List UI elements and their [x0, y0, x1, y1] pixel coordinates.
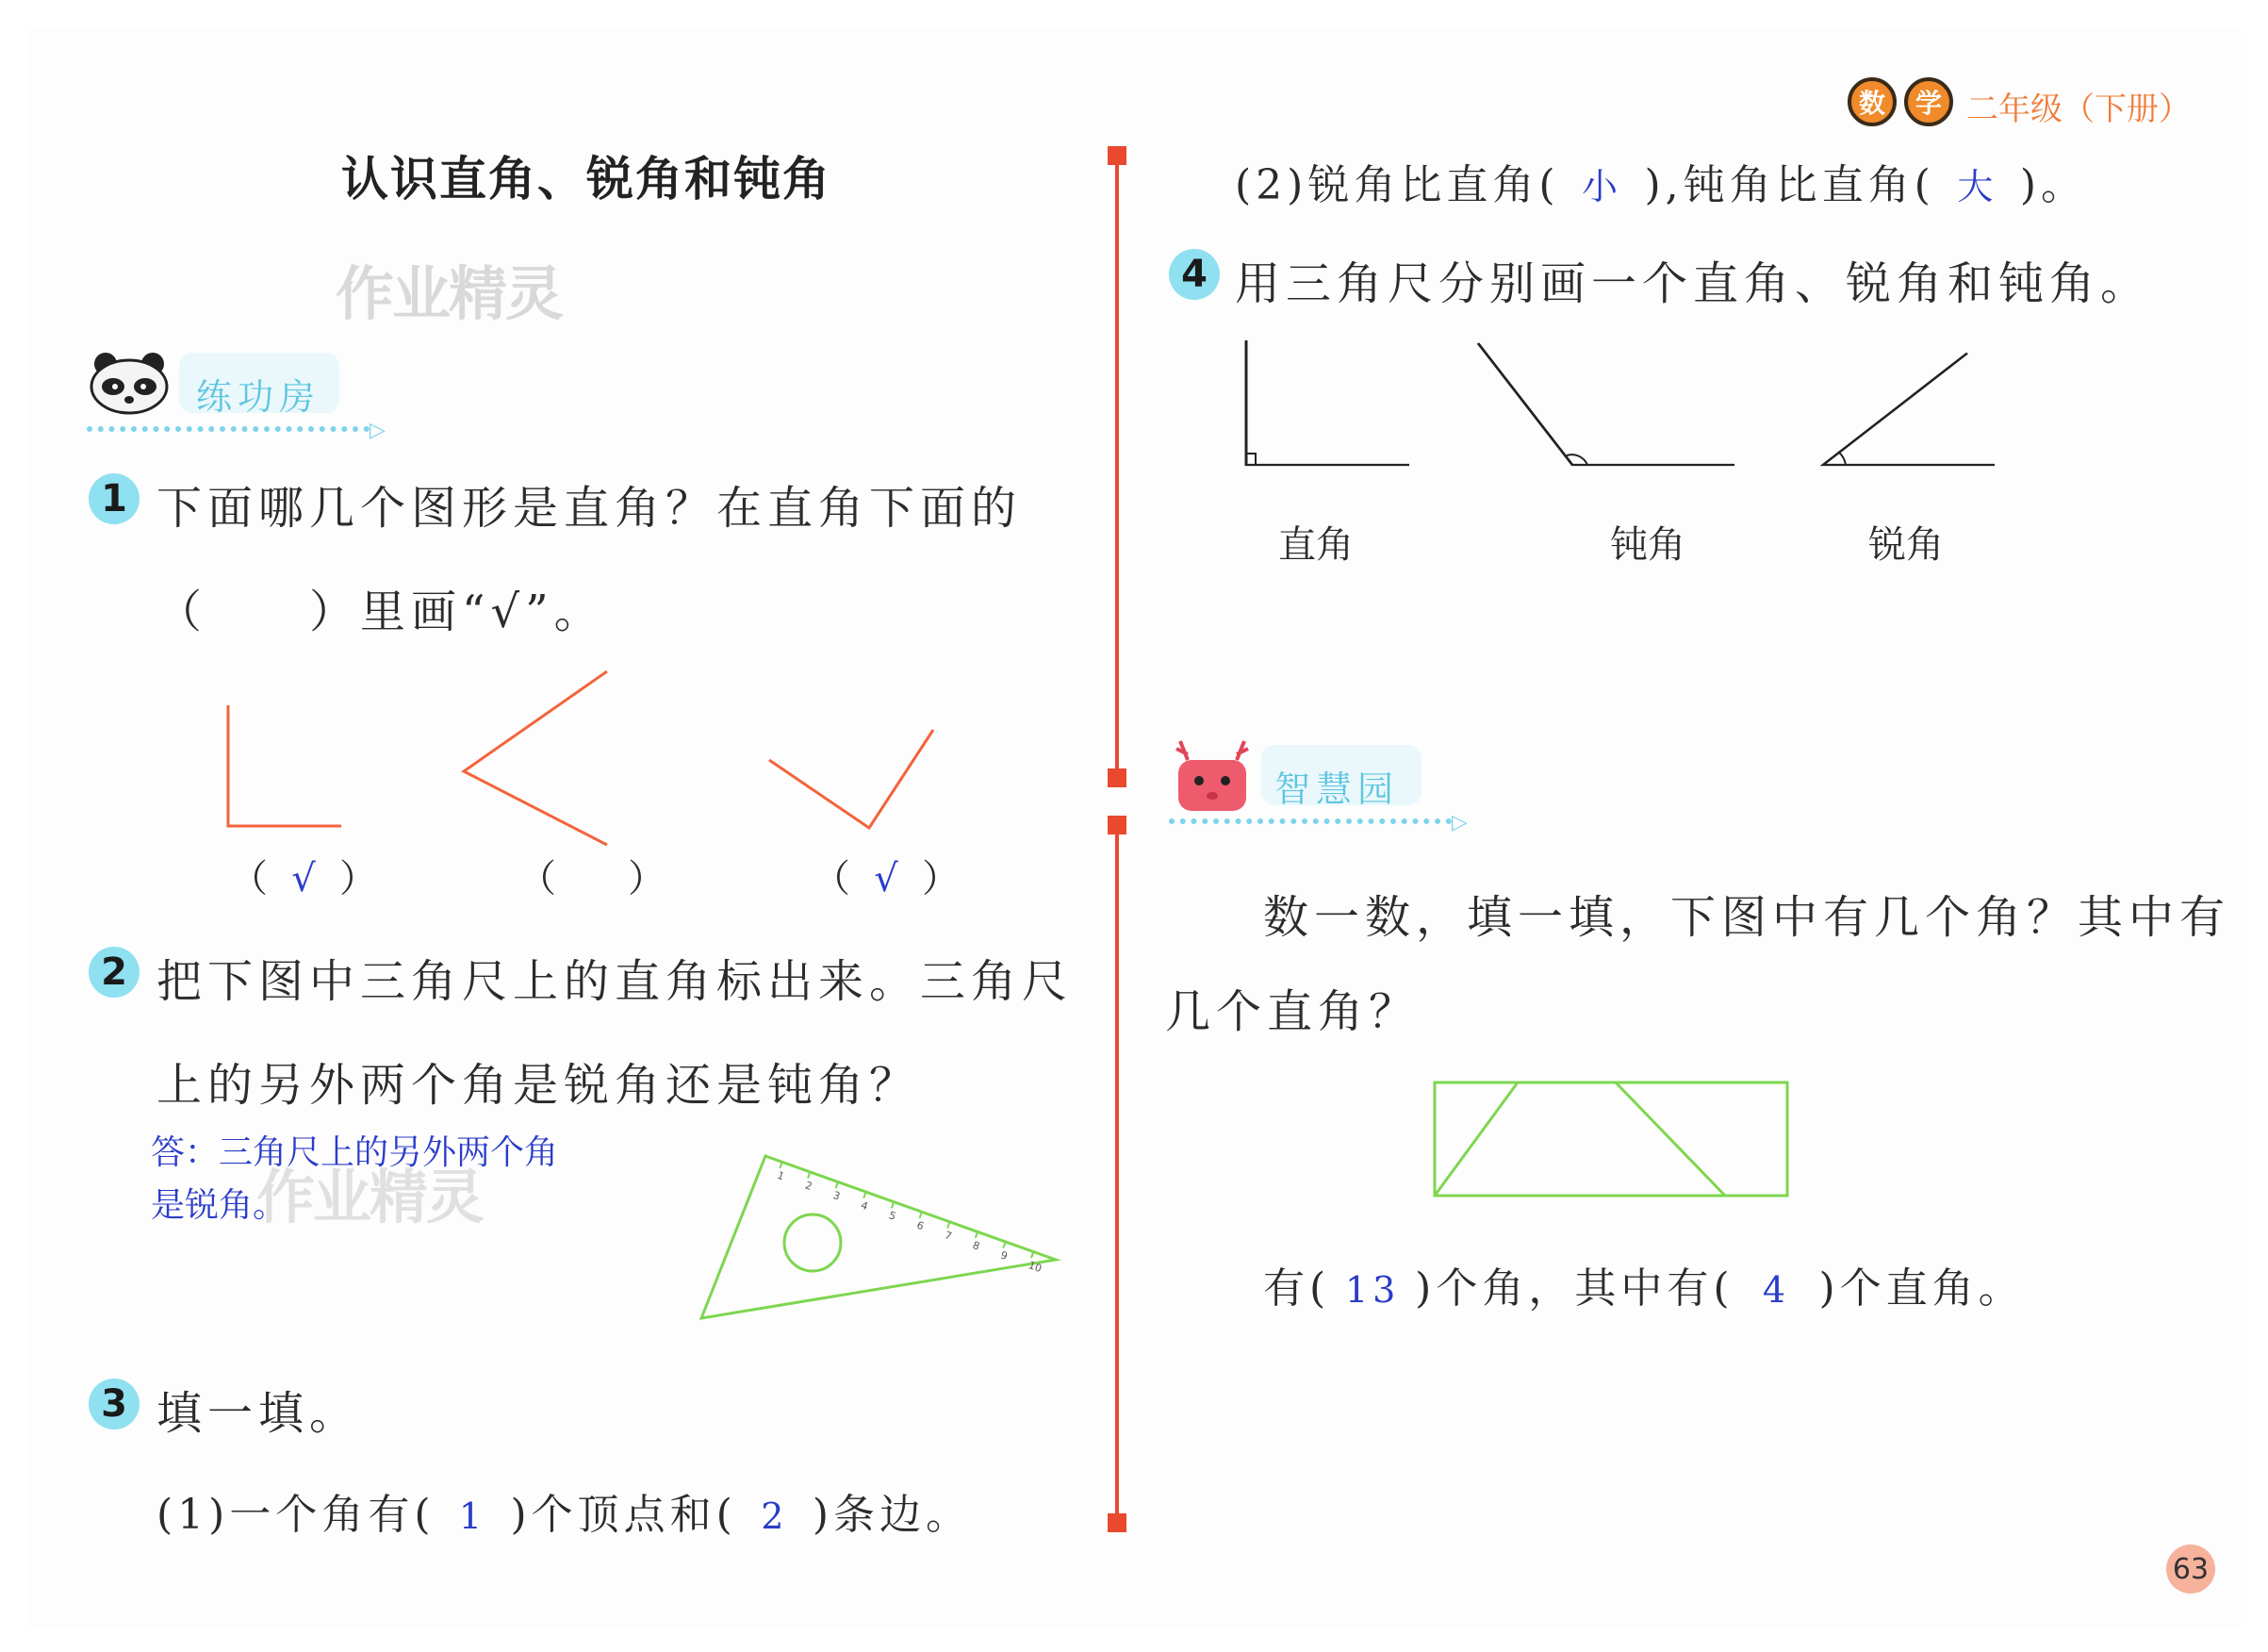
ruler-tick: [947, 1222, 949, 1229]
q3-part1-text-b: )个顶点和(: [510, 1491, 737, 1539]
q1-answer-3: √: [874, 857, 904, 900]
q3-part1-answer-1: 1: [458, 1495, 487, 1537]
set-square-figure: [698, 1148, 1065, 1328]
q2-answer-line1: 答：三角尺上的另外两个角: [151, 1133, 559, 1172]
puzzle-answer-2: 4: [1762, 1269, 1791, 1311]
ruler-tick: [976, 1231, 978, 1238]
q4-label-acute: 锐角: [1868, 523, 1944, 567]
page-number-text: 63: [2172, 1552, 2210, 1586]
ruler-tick: [919, 1212, 921, 1218]
ruler-tick-label: 7: [943, 1229, 954, 1243]
q2-number: 2: [89, 947, 140, 998]
ruler-tick-label: 10: [1027, 1259, 1044, 1276]
section-arrow-left: ▷: [370, 419, 386, 442]
q4-label-obtuse: 钝角: [1610, 523, 1685, 567]
q4-drawings: [1235, 335, 2008, 476]
puzzle-line1: 数一数，填一填，下图中有几个角？其中有: [1263, 891, 2231, 944]
q3-part2-text-a: (2)锐角比直角(: [1235, 161, 1560, 209]
ruler-tick: [1031, 1252, 1033, 1259]
q2-line1: 把下图中三角尺上的直角标出来。三角尺: [156, 955, 1074, 1008]
puzzle-figure: [1431, 1079, 1793, 1201]
deer-icon: [1171, 735, 1254, 815]
grade-label: 二年级（下册）: [1966, 91, 2191, 128]
q1-answer-1: √: [291, 857, 321, 900]
q4-label-right: 直角: [1278, 523, 1354, 567]
badge-text-1: 数: [1858, 88, 1885, 119]
ruler-tick: [836, 1182, 838, 1189]
subject-badge-shu: [1848, 77, 1897, 126]
ruler-tick-label: 4: [859, 1198, 870, 1214]
ruler-tick-label: 6: [914, 1218, 926, 1233]
section-label-lianchong: 练功房: [196, 376, 321, 418]
q1-figure-right-angle: [217, 698, 349, 830]
q3-part2-text-c: )。: [2019, 161, 2087, 209]
ruler-tick-label: 8: [971, 1238, 981, 1253]
puzzle-line2: 几个直角？: [1165, 985, 1421, 1038]
section-arrow-right: ▷: [1452, 811, 1468, 834]
q1-figure-acute-angle: [456, 666, 616, 854]
section-dotline-left: [87, 426, 370, 432]
q1-number: 1: [89, 473, 140, 524]
ruler-tick: [863, 1192, 865, 1198]
q3-number: 3: [89, 1379, 140, 1429]
q3-part1-answer-2: 2: [761, 1495, 789, 1537]
lesson-title: 认识直角、锐角和钝角: [341, 152, 831, 206]
section-label-zhihui: 智慧园: [1274, 768, 1400, 810]
q2-line2: 上的另外两个角是锐角还是钝角？: [156, 1059, 921, 1112]
ruler-tick-label: 9: [998, 1248, 1010, 1264]
badge-text-2: 学: [1915, 88, 1942, 119]
q1-paren-1: （ √ ）: [230, 857, 383, 900]
q4-number: 4: [1169, 249, 1220, 300]
q3-title: 填一填。: [156, 1387, 361, 1440]
center-divider: [1103, 141, 1131, 1537]
q3-part2-answer-1: 小: [1581, 166, 1622, 207]
q1-paren-3: （ √ ）: [813, 857, 965, 900]
q3-part2-text-b: ),钝角比直角(: [1644, 161, 1935, 209]
puzzle-text-b: )个角，其中有(: [1415, 1264, 1734, 1313]
q1-line1: 下面哪几个图形是直角？在直角下面的: [156, 482, 1023, 535]
watermark-middle: 作业精灵: [256, 1163, 484, 1231]
q3-part1-text-c: )条边。: [812, 1491, 973, 1539]
section-dotline-right: [1169, 818, 1452, 824]
q3-part2: [1235, 151, 2087, 211]
puzzle-answer: [1263, 1254, 2025, 1314]
q2-answer-line2: 是锐角。: [151, 1186, 288, 1225]
page-number: [2166, 1545, 2215, 1594]
ruler-tick: [892, 1202, 894, 1209]
q3-part2-answer-2: 大: [1957, 166, 1998, 207]
q1-figure-v-angle: [764, 722, 943, 835]
ruler-tick-label: 3: [830, 1189, 842, 1203]
q1-paren-2: （ ）: [518, 857, 671, 900]
ruler-tick: [780, 1162, 781, 1168]
ruler-tick-label: 5: [887, 1209, 898, 1223]
ruler-tick-label: 1: [775, 1168, 786, 1183]
puzzle-text-a: 有(: [1263, 1264, 1331, 1313]
ruler-tick-label: 2: [803, 1179, 814, 1194]
q1-line2: （ ）里画“√”。: [156, 586, 605, 638]
q3-part1: [156, 1480, 972, 1541]
ruler-tick: [1003, 1242, 1005, 1248]
puzzle-answer-1: 13: [1344, 1269, 1401, 1311]
q3-part1-text-a: (1)一个角有(: [156, 1491, 436, 1539]
q4-text: 用三角尺分别画一个直角、锐角和钝角。: [1235, 257, 2152, 310]
watermark-top: 作业精灵: [336, 259, 563, 328]
panda-icon: [87, 351, 172, 417]
puzzle-text-c: )个直角。: [1818, 1264, 2025, 1313]
subject-badge-xue: [1904, 77, 1953, 126]
ruler-tick: [808, 1172, 810, 1179]
